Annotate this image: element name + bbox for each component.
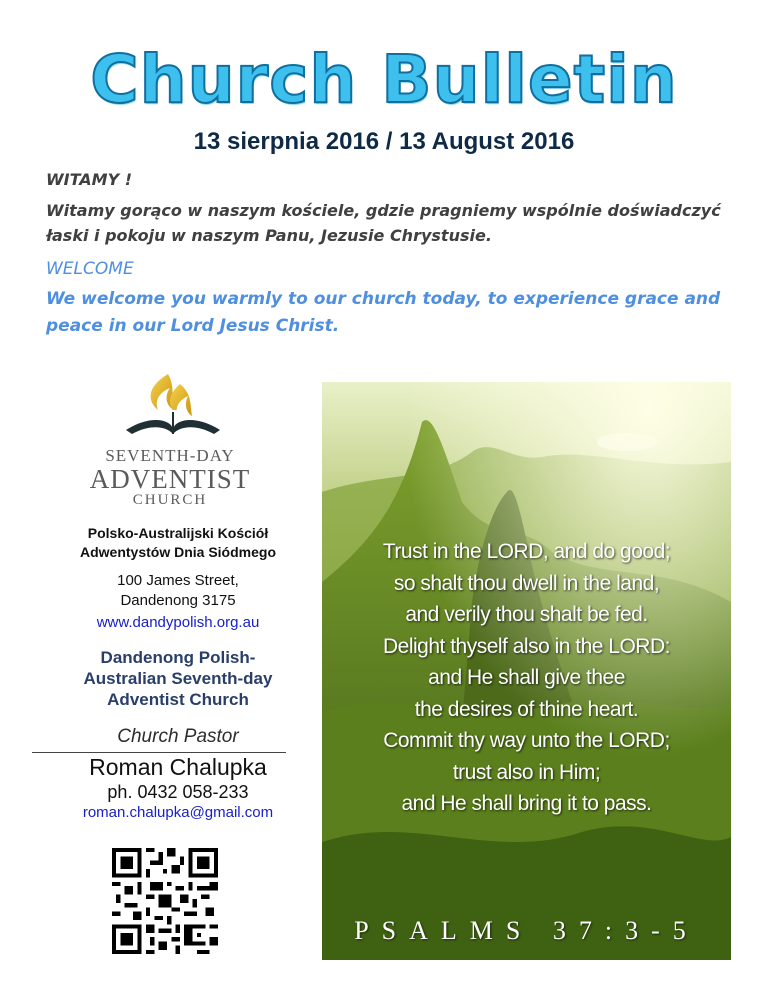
page-title: Church Bulletin: [90, 41, 678, 118]
church-address: [30, 571, 326, 611]
scripture-photo: [322, 382, 731, 960]
welcome-heading-pl: WITAMY !: [46, 170, 133, 189]
qr-code-icon[interactable]: [112, 848, 218, 954]
church-name-pl: [30, 524, 326, 562]
verse-line: so shalt thou dwell in the land,: [393, 571, 660, 595]
pastor-email-link[interactable]: roman.chalupka@gmail.com: [82, 804, 274, 821]
adventist-logo-text: [70, 446, 270, 509]
scripture-verse: [322, 536, 731, 820]
verse-line: Delight thyself also in the LORD:: [383, 634, 670, 658]
verse-line: and verily thou shalt be fed.: [405, 603, 648, 626]
pastor-label: Church Pastor: [117, 726, 239, 747]
church-name-pl-line2: Adwentystów Dnia Siódmego: [79, 544, 276, 560]
verse-reference: PSALMS 37:3-5: [354, 916, 699, 945]
welcome-heading-en: WELCOME: [46, 259, 134, 279]
logo-line-2: ADVENTIST: [89, 464, 251, 494]
church-name-en-line2: Australian Seventh-day: [83, 669, 273, 688]
logo-line-3: CHURCH: [132, 492, 208, 508]
church-name-en: [30, 647, 326, 710]
verse-line: Commit thy way unto the LORD;: [383, 729, 670, 752]
pastor-divider: [32, 752, 286, 753]
verse-line: and He shall give thee: [428, 666, 625, 689]
pastor-phone: ph. 0432 058-233: [107, 782, 249, 802]
website-link[interactable]: www.dandypolish.org.au: [96, 614, 260, 631]
pastor-name: Roman Chalupka: [89, 754, 267, 780]
address-line1: 100 James Street,: [117, 572, 239, 589]
verse-line: and He shall bring it to pass.: [401, 792, 652, 815]
church-name-pl-line1: Polsko-Australijski Kościół: [87, 525, 269, 541]
church-name-en-line3: Adventist Church: [107, 690, 249, 709]
logo-line-1: SEVENTH-DAY: [105, 446, 235, 465]
address-line2: Dandenong 3175: [120, 592, 236, 609]
welcome-text-en: We welcome you warmly to our church today, to experience grace and peace in our Lord Jesus Christ.: [46, 289, 721, 336]
welcome-text-pl: Witamy gorąco w naszym kościele, gdzie pragniemy wspólnie doświadczyć łaski i pokoju w naszym Panu, Jezusie Chrystusie.: [46, 201, 721, 245]
verse-line: trust also in Him;: [452, 760, 601, 784]
verse-line: Trust in the LORD, and do good;: [382, 540, 671, 563]
bulletin-date: 13 sierpnia 2016 / 13 August 2016: [193, 128, 575, 155]
church-name-en-line1: Dandenong Polish-: [100, 648, 256, 667]
verse-line: the desires of thine heart.: [414, 697, 639, 721]
